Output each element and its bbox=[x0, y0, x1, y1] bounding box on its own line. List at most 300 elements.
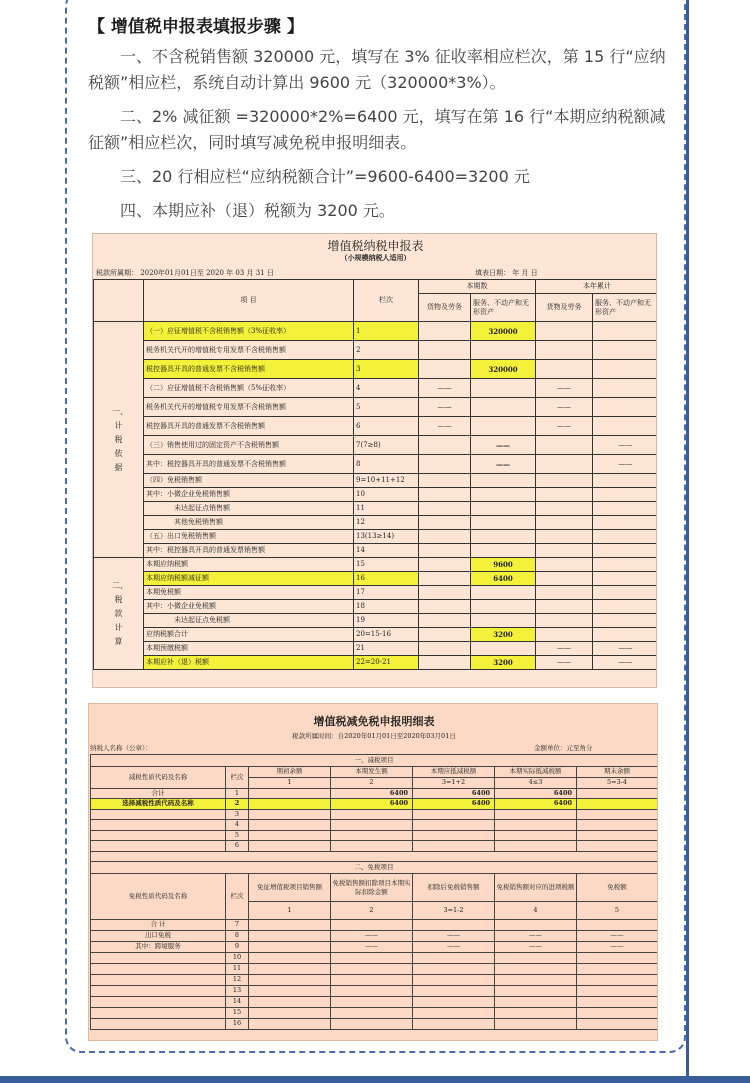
table-cell bbox=[413, 997, 495, 1008]
table-cell bbox=[91, 986, 226, 997]
table-cell bbox=[331, 986, 413, 997]
table-cell bbox=[413, 953, 495, 964]
cell-goods-ytd bbox=[536, 455, 593, 474]
table-cell: 3 bbox=[226, 809, 249, 820]
header-cell: 期初余额 bbox=[249, 767, 331, 778]
table-row bbox=[91, 964, 658, 975]
table-cell: —— bbox=[331, 942, 413, 953]
table-cell bbox=[331, 997, 413, 1008]
cell-goods-ytd bbox=[536, 488, 593, 502]
table-cell bbox=[331, 975, 413, 986]
cell-goods-current bbox=[419, 436, 471, 455]
cell-services-ytd bbox=[593, 600, 658, 614]
cell-services-ytd: —— bbox=[593, 656, 658, 670]
accent-bar bbox=[686, 0, 689, 1083]
table-row bbox=[94, 322, 658, 341]
table-row bbox=[94, 488, 658, 502]
row-item: 税务机关代开的增值税专用发票不含税销售额 bbox=[144, 341, 354, 360]
table-cell: —— bbox=[577, 942, 658, 953]
table-cell bbox=[249, 931, 331, 942]
row-item: 本期应纳税额 bbox=[144, 558, 354, 572]
table-cell bbox=[331, 830, 413, 841]
table-row bbox=[94, 614, 658, 628]
section-row bbox=[91, 755, 658, 767]
table-row bbox=[94, 502, 658, 516]
table-row bbox=[94, 436, 658, 455]
cell-services-current bbox=[471, 341, 536, 360]
table-cell: 16 bbox=[226, 1019, 249, 1030]
row-column: 11 bbox=[354, 502, 419, 516]
form1-title: 增值税纳税申报表 bbox=[327, 239, 424, 253]
table-row bbox=[94, 341, 658, 360]
table-cell: —— bbox=[413, 931, 495, 942]
row-column: 17 bbox=[354, 586, 419, 600]
table-cell bbox=[495, 830, 577, 841]
cell-goods-current bbox=[419, 530, 471, 544]
table-row bbox=[91, 799, 658, 810]
table-row bbox=[94, 600, 658, 614]
row-column: 20=15-16 bbox=[354, 628, 419, 642]
table-cell bbox=[91, 953, 226, 964]
cell-goods-current: —— bbox=[419, 417, 471, 436]
cell-services-current bbox=[471, 642, 536, 656]
table-cell bbox=[413, 920, 495, 931]
formula-cell: 1 bbox=[249, 778, 331, 789]
table-cell bbox=[577, 820, 658, 831]
row-item: 税控器具开具的普通发票不含税销售额 bbox=[144, 417, 354, 436]
cell-goods-ytd bbox=[536, 360, 593, 379]
section-title-reduction: 一、减税项目 bbox=[91, 755, 658, 767]
table-cell bbox=[495, 1008, 577, 1019]
cell-services-current: 320000 bbox=[471, 322, 536, 341]
cell-services-current bbox=[471, 586, 536, 600]
cell-goods-current bbox=[419, 474, 471, 488]
table-row bbox=[94, 586, 658, 600]
cell-goods-ytd bbox=[536, 586, 593, 600]
row-column: 5 bbox=[354, 398, 419, 417]
table-cell bbox=[331, 1019, 413, 1030]
row-item: 其他免税销售额 bbox=[144, 516, 354, 530]
bottom-bar bbox=[0, 1076, 750, 1083]
cell-services-ytd: —— bbox=[593, 642, 658, 656]
vat-return-form bbox=[92, 233, 657, 688]
table-row bbox=[91, 953, 658, 964]
row-column: 16 bbox=[354, 572, 419, 586]
header-goods: 货物及劳务 bbox=[536, 294, 593, 322]
formula-cell: 2 bbox=[331, 778, 413, 789]
row-column: 8 bbox=[354, 455, 419, 474]
row-column: 12 bbox=[354, 516, 419, 530]
cell-goods-current bbox=[419, 360, 471, 379]
header-ytd: 本年累计 bbox=[536, 280, 658, 294]
cell-services-ytd bbox=[593, 398, 658, 417]
table-cell: 9 bbox=[226, 942, 249, 953]
cell-services-ytd bbox=[593, 544, 658, 558]
table-cell bbox=[91, 964, 226, 975]
cell-goods-ytd: —— bbox=[536, 642, 593, 656]
table-cell bbox=[91, 820, 226, 831]
cell-services-current: 3200 bbox=[471, 656, 536, 670]
cell-services-current bbox=[471, 516, 536, 530]
table-cell: 1 bbox=[226, 788, 249, 799]
cell-services-current: —— bbox=[471, 455, 536, 474]
table-cell bbox=[91, 1019, 226, 1030]
header-services: 服务、不动产和无形资产 bbox=[471, 294, 536, 322]
cell-goods-current bbox=[419, 586, 471, 600]
table-cell: 6400 bbox=[413, 788, 495, 799]
table-cell: 15 bbox=[226, 1008, 249, 1019]
table-row bbox=[94, 360, 658, 379]
row-column: 21 bbox=[354, 642, 419, 656]
row-item: 未达起征点销售额 bbox=[144, 502, 354, 516]
table-cell: 6400 bbox=[413, 799, 495, 810]
table-cell bbox=[577, 1019, 658, 1030]
header-cell: 栏次 bbox=[226, 874, 249, 920]
section-heading: 【 增值税申报表填报步骤 】 bbox=[88, 17, 304, 37]
row-item: （四）免税销售额 bbox=[144, 474, 354, 488]
cell-services-ytd bbox=[593, 614, 658, 628]
table-cell: 14 bbox=[226, 997, 249, 1008]
table-cell bbox=[413, 964, 495, 975]
cell-goods-current bbox=[419, 322, 471, 341]
cell-goods-current bbox=[419, 488, 471, 502]
table-cell bbox=[495, 920, 577, 931]
row-item: 本期免税额 bbox=[144, 586, 354, 600]
table-cell bbox=[413, 1019, 495, 1030]
cell-goods-ytd bbox=[536, 436, 593, 455]
cell-services-ytd bbox=[593, 628, 658, 642]
table-row bbox=[91, 788, 658, 799]
row-item: （三）销售使用过的固定资产不含税销售额 bbox=[144, 436, 354, 455]
cell-services-current: —— bbox=[471, 436, 536, 455]
table-cell bbox=[91, 841, 226, 852]
row-column: 1 bbox=[354, 322, 419, 341]
row-item: 本期应补（退）税额 bbox=[144, 656, 354, 670]
section-row bbox=[91, 851, 658, 862]
table-cell bbox=[577, 799, 658, 810]
cell-goods-current bbox=[419, 600, 471, 614]
cell-goods-current: —— bbox=[419, 398, 471, 417]
cell-goods-ytd bbox=[536, 502, 593, 516]
table-cell bbox=[577, 986, 658, 997]
table-cell: 合计 bbox=[91, 788, 226, 799]
table-cell: 5 bbox=[226, 830, 249, 841]
cell-services-ytd bbox=[593, 360, 658, 379]
row-item: 其中：小微企业免税额 bbox=[144, 600, 354, 614]
formula-cell: 5=3-4 bbox=[577, 778, 658, 789]
cell-goods-ytd bbox=[536, 530, 593, 544]
table-cell: 选择减税性质代码及名称 bbox=[91, 799, 226, 810]
table-cell bbox=[495, 1019, 577, 1030]
table-row bbox=[94, 530, 658, 544]
header-column: 栏次 bbox=[354, 280, 419, 322]
formula-cell: 1 bbox=[249, 902, 331, 920]
cell-services-ytd bbox=[593, 341, 658, 360]
table-row bbox=[94, 656, 658, 670]
form2-unit: 金额单位：元至角分 bbox=[534, 744, 593, 752]
table-cell bbox=[413, 975, 495, 986]
table-cell bbox=[577, 964, 658, 975]
row-column: 2 bbox=[354, 341, 419, 360]
section-label-basis: 一、计税依据 bbox=[94, 322, 144, 558]
form1-period: 税款所属期： 2020年01月01日至 2020 年 03 月 31 日 bbox=[96, 269, 274, 277]
table-row bbox=[91, 809, 658, 820]
step-3: 三、20 行相应栏“应纳税额合计”=9600-6400=3200 元 bbox=[120, 167, 530, 186]
formula-cell: 4 bbox=[495, 902, 577, 920]
form1-subtitle: （小规模纳税人适用） bbox=[340, 253, 411, 262]
table-cell: 11 bbox=[226, 964, 249, 975]
cell-services-current bbox=[471, 488, 536, 502]
table-cell bbox=[249, 997, 331, 1008]
cell-goods-ytd bbox=[536, 341, 593, 360]
cell-goods-ytd: —— bbox=[536, 656, 593, 670]
cell-goods-current bbox=[419, 516, 471, 530]
row-item: 本期预缴税额 bbox=[144, 642, 354, 656]
header-cell: 免税性质代码及名称 bbox=[91, 874, 226, 920]
row-column: 18 bbox=[354, 600, 419, 614]
cell-services-ytd bbox=[593, 474, 658, 488]
row-column: 15 bbox=[354, 558, 419, 572]
header-cell: 免征增值税项目销售额 bbox=[249, 874, 331, 902]
cell-services-ytd bbox=[593, 572, 658, 586]
cell-goods-ytd bbox=[536, 558, 593, 572]
cell-goods-ytd bbox=[536, 474, 593, 488]
table-cell bbox=[91, 975, 226, 986]
table-cell bbox=[495, 809, 577, 820]
cell-goods-ytd: —— bbox=[536, 379, 593, 398]
cell-services-current bbox=[471, 502, 536, 516]
row-item: 税控器具开具的普通发票不含税销售额 bbox=[144, 360, 354, 379]
cell-goods-ytd bbox=[536, 572, 593, 586]
table-row bbox=[91, 830, 658, 841]
header-cell: 免税额 bbox=[577, 874, 658, 902]
section-title-exemption: 二、免税项目 bbox=[91, 862, 658, 874]
table-row bbox=[91, 986, 658, 997]
table-cell bbox=[577, 809, 658, 820]
table-cell: 6 bbox=[226, 841, 249, 852]
header-cell: 免税销售额扣除项目本期实际扣除金额 bbox=[331, 874, 413, 902]
table-cell bbox=[249, 920, 331, 931]
row-item: 税务机关代开的增值税专用发票不含税销售额 bbox=[144, 398, 354, 417]
formula-cell: 3=1-2 bbox=[413, 902, 495, 920]
table-cell bbox=[413, 820, 495, 831]
cell-services-ytd bbox=[593, 558, 658, 572]
cell-goods-current bbox=[419, 502, 471, 516]
cell-goods-ytd bbox=[536, 544, 593, 558]
table-cell bbox=[331, 953, 413, 964]
table-cell: 6400 bbox=[495, 799, 577, 810]
cell-services-ytd bbox=[593, 530, 658, 544]
table-cell bbox=[249, 820, 331, 831]
table-cell bbox=[577, 830, 658, 841]
cell-services-current bbox=[471, 379, 536, 398]
header-cell: 本期发生额 bbox=[331, 767, 413, 778]
row-item: （五）出口免税销售额 bbox=[144, 530, 354, 544]
table-cell bbox=[249, 1019, 331, 1030]
header-current-period: 本期数 bbox=[419, 280, 536, 294]
row-item: 其中：小微企业免税销售额 bbox=[144, 488, 354, 502]
table-cell: 6400 bbox=[331, 799, 413, 810]
table-cell bbox=[249, 986, 331, 997]
step-2: 二、2% 减征额 =320000*2%=6400 元，填写在第 16 行“本期应纳税额减征额”相应栏次，同时填写减免税申报明细表。 bbox=[88, 107, 666, 152]
cell-goods-current bbox=[419, 628, 471, 642]
form2-taxpayer: 纳税人名称（公章）： bbox=[90, 744, 152, 752]
table-cell bbox=[249, 1008, 331, 1019]
table-row bbox=[91, 931, 658, 942]
table-cell: —— bbox=[577, 931, 658, 942]
formula-cell: 5 bbox=[577, 902, 658, 920]
step-1: 一、不含税销售额 320000 元，填写在 3% 征收率相应栏次，第 15 行“应纳税额”相应栏，系统自动计算出 9600 元（320000*3%）。 bbox=[88, 47, 666, 92]
form2-title: 增值税减免税申报明细表 bbox=[313, 715, 435, 728]
cell-services-ytd: —— bbox=[593, 436, 658, 455]
table-cell bbox=[413, 830, 495, 841]
table-row bbox=[91, 942, 658, 953]
table-cell bbox=[577, 788, 658, 799]
header-cell: 栏次 bbox=[226, 767, 249, 789]
table-row bbox=[94, 474, 658, 488]
formula-cell: 3=1+2 bbox=[413, 778, 495, 789]
row-column: 19 bbox=[354, 614, 419, 628]
table-cell bbox=[495, 820, 577, 831]
cell-services-ytd bbox=[593, 586, 658, 600]
table-cell bbox=[249, 841, 331, 852]
step-4: 四、本期应补（退）税额为 3200 元。 bbox=[120, 201, 395, 220]
table-cell: 12 bbox=[226, 975, 249, 986]
cell-services-current bbox=[471, 417, 536, 436]
table-row bbox=[94, 417, 658, 436]
table-cell: 出口免税 bbox=[91, 931, 226, 942]
table-cell: —— bbox=[495, 931, 577, 942]
table-cell: 10 bbox=[226, 953, 249, 964]
row-column: 6 bbox=[354, 417, 419, 436]
table-cell bbox=[331, 820, 413, 831]
table-cell bbox=[249, 799, 331, 810]
table-cell: 7 bbox=[226, 920, 249, 931]
table-cell: 13 bbox=[226, 986, 249, 997]
table-cell bbox=[577, 1008, 658, 1019]
cell-services-ytd: —— bbox=[593, 455, 658, 474]
form2-period: 税款所属时间：自2020年01月01日至2020年03月01日 bbox=[292, 732, 456, 740]
row-column: 3 bbox=[354, 360, 419, 379]
header-cell: 减税性质代码及名称 bbox=[91, 767, 226, 789]
table-cell bbox=[331, 809, 413, 820]
header-item: 项 目 bbox=[144, 280, 354, 322]
cell-goods-ytd bbox=[536, 628, 593, 642]
row-column: 10 bbox=[354, 488, 419, 502]
cell-goods-ytd bbox=[536, 614, 593, 628]
table-cell: 合 计 bbox=[91, 920, 226, 931]
vat-relief-schedule bbox=[88, 703, 658, 1041]
cell-services-ytd bbox=[593, 502, 658, 516]
header-row bbox=[91, 874, 658, 902]
table-cell bbox=[249, 788, 331, 799]
section-label-calc: 二、税款计算 bbox=[94, 558, 144, 670]
table-cell bbox=[495, 841, 577, 852]
header-cell: 期末余额 bbox=[577, 767, 658, 778]
cell-services-ytd bbox=[593, 516, 658, 530]
table-row bbox=[94, 544, 658, 558]
cell-services-ytd bbox=[593, 488, 658, 502]
cell-goods-current: —— bbox=[419, 379, 471, 398]
table-row bbox=[94, 628, 658, 642]
row-item: 应纳税额合计 bbox=[144, 628, 354, 642]
cell-goods-ytd bbox=[536, 322, 593, 341]
table-cell bbox=[331, 1008, 413, 1019]
table-cell: —— bbox=[413, 942, 495, 953]
formula-cell: 4≤3 bbox=[495, 778, 577, 789]
cell-goods-current bbox=[419, 455, 471, 474]
cell-services-current bbox=[471, 544, 536, 558]
row-item: （二）应征增值税不含税销售额（5%征收率） bbox=[144, 379, 354, 398]
form1-table bbox=[93, 279, 657, 670]
table-cell bbox=[331, 964, 413, 975]
row-column: 13(13≥14) bbox=[354, 530, 419, 544]
cell-services-current: 3200 bbox=[471, 628, 536, 642]
table-cell bbox=[249, 830, 331, 841]
cell-goods-ytd: —— bbox=[536, 417, 593, 436]
cell-goods-current bbox=[419, 642, 471, 656]
cell-goods-current bbox=[419, 341, 471, 360]
row-column: 14 bbox=[354, 544, 419, 558]
cell-services-current bbox=[471, 398, 536, 417]
table-row bbox=[91, 920, 658, 931]
table-cell bbox=[91, 1008, 226, 1019]
cell-goods-current bbox=[419, 558, 471, 572]
row-column: 4 bbox=[354, 379, 419, 398]
table-cell bbox=[249, 953, 331, 964]
cell-services-current bbox=[471, 474, 536, 488]
table-cell bbox=[577, 997, 658, 1008]
section-row bbox=[91, 862, 658, 874]
table-cell bbox=[495, 997, 577, 1008]
table-row bbox=[91, 1019, 658, 1030]
cell-services-ytd bbox=[593, 417, 658, 436]
cell-services-current: 9600 bbox=[471, 558, 536, 572]
table-row bbox=[94, 558, 658, 572]
table-cell bbox=[495, 964, 577, 975]
table-row bbox=[91, 997, 658, 1008]
table-cell: 4 bbox=[226, 820, 249, 831]
table-cell bbox=[413, 986, 495, 997]
row-item: 其中：税控器具开具的普通发票销售额 bbox=[144, 544, 354, 558]
table-row bbox=[94, 379, 658, 398]
cell-goods-current bbox=[419, 572, 471, 586]
table-row bbox=[91, 975, 658, 986]
row-item: 未达起征点免税额 bbox=[144, 614, 354, 628]
cell-goods-current bbox=[419, 614, 471, 628]
cell-services-ytd bbox=[593, 379, 658, 398]
blank-cell bbox=[94, 280, 144, 322]
table-cell bbox=[249, 975, 331, 986]
table-cell bbox=[495, 975, 577, 986]
form2-table bbox=[90, 754, 658, 1030]
cell-goods-current bbox=[419, 544, 471, 558]
table-cell bbox=[413, 809, 495, 820]
header-cell: 免税销售额对应的进项税额 bbox=[495, 874, 577, 902]
table-cell bbox=[249, 942, 331, 953]
table-cell bbox=[577, 975, 658, 986]
row-column: 7(7≥8) bbox=[354, 436, 419, 455]
cell-goods-ytd bbox=[536, 600, 593, 614]
table-cell bbox=[91, 809, 226, 820]
row-item: （一）应征增值税不含税销售额（3%征收率） bbox=[144, 322, 354, 341]
table-row bbox=[94, 455, 658, 474]
cell-goods-current bbox=[419, 656, 471, 670]
table-cell: —— bbox=[331, 931, 413, 942]
table-cell bbox=[577, 953, 658, 964]
cell-services-current: 320000 bbox=[471, 360, 536, 379]
cell-services-current bbox=[471, 600, 536, 614]
